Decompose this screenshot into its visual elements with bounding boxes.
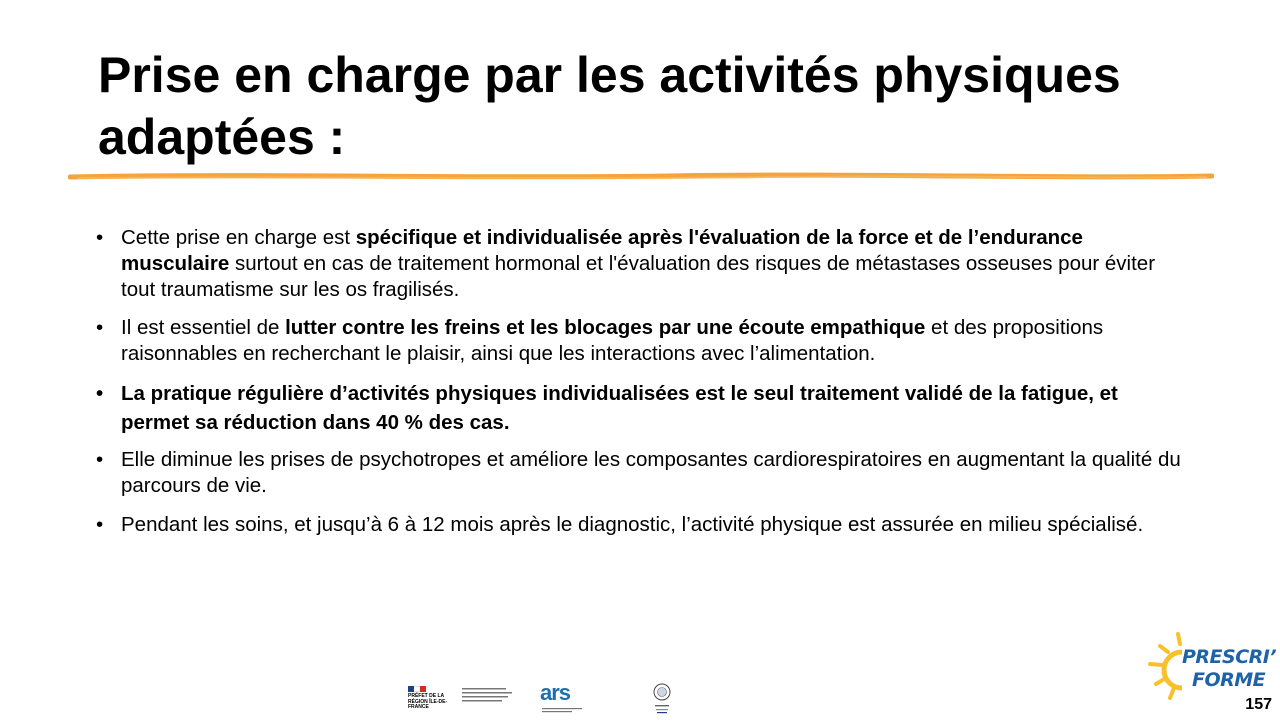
- bullet-marker: •: [96, 316, 104, 339]
- bullet-text: surtout en cas de traitement hormonal et l'évaluation des risques de métastases osseuses pour éviter tout traumatisme sur les os fragilisés.: [121, 252, 1156, 301]
- french-flag-icon: [408, 686, 426, 692]
- bullet-item: [96, 511, 1181, 539]
- bullet-text: Il est essentiel de: [121, 316, 286, 339]
- bullet-marker: •: [96, 226, 104, 249]
- prefet-logo-text: PRÉFET DE LA RÉGION ÎLE-DE-FRANCE: [408, 693, 448, 710]
- bullet-text: Elle diminue les prises de psychotropes et améliore les composantes cardiorespiratoires en augmentant la qualité du parcours de vie.: [121, 448, 1181, 497]
- ars-logo-word: ars: [540, 680, 571, 705]
- ars-logo: [540, 680, 590, 716]
- bullet-item: [96, 315, 1181, 367]
- bullet-emphasis: spécifique et individualisée après l'évaluation de la force et de l’endurance musculaire: [121, 226, 1083, 275]
- bullet-marker: •: [96, 382, 104, 405]
- slide-title: Prise en charge par les activités physiques adaptées :: [98, 47, 1121, 165]
- prefet-logo: [404, 682, 456, 716]
- bullet-text: Cette prise en charge est: [121, 226, 356, 249]
- bullet-emphasis: lutter contre les freins et les blocages par une écoute empathique: [285, 316, 926, 339]
- bullet-item: [96, 379, 1181, 437]
- title-underline: [68, 168, 1214, 186]
- bullet-list: [96, 225, 1181, 551]
- ars-logo-subtitle: [542, 707, 588, 713]
- bullet-text: Pendant les soins, et jusqu’à 6 à 12 mois après le diagnostic, l’activité physique est assurée en milieu spécialisé.: [121, 513, 1144, 536]
- bullet-text: et des propositions raisonnables en recherchant le plaisir, ainsi que les interactions avec l’alimentation.: [121, 316, 1104, 365]
- prescriforme-line1: PRESCRI’: [1182, 646, 1277, 668]
- bullet-marker: •: [96, 448, 104, 471]
- partner-logos: [404, 680, 694, 716]
- direction-regionale-text-lines: [462, 686, 518, 706]
- direction-regionale-logo: [462, 686, 518, 706]
- prescriforme-line2: FORME: [1192, 669, 1266, 691]
- bullet-marker: •: [96, 513, 104, 536]
- bullet-item: [96, 447, 1181, 499]
- bullet-text: La pratique régulière d’activités physiques individualisées est le seul traitement validé de la fatigue, et permet sa réduction dans 40 % des cas.: [121, 382, 1118, 434]
- page-number: 157: [1245, 696, 1272, 713]
- seal-logo: [650, 682, 674, 716]
- bullet-item: [96, 225, 1181, 303]
